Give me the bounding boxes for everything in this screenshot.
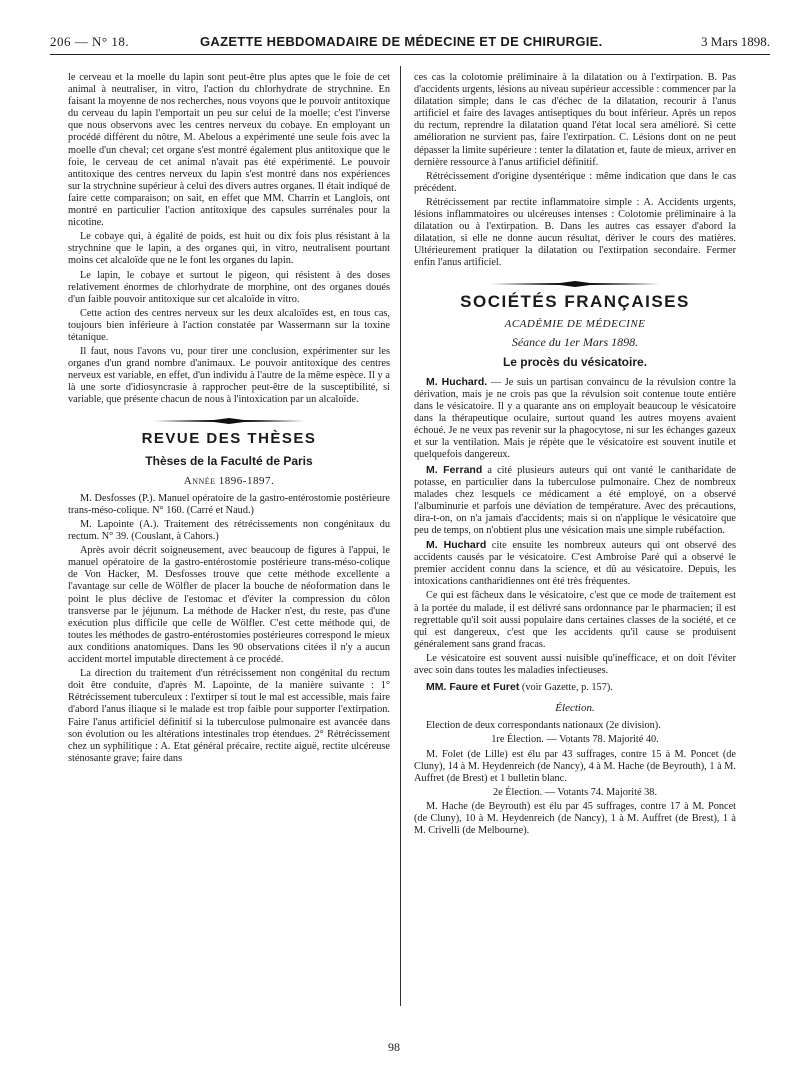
thesis-reference: M. Lapointe (A.). Traitement des rétrécissements non congénitaux du rectum. N° 39. (Couslant, à Cahors.): [68, 519, 390, 543]
speech-text: cite ensuite les nombreux auteurs qui ont observé des accidents causés par le vésicatoire. C'est Ambroise Paré qui a observé le premier accident connu dans la science, et dû au vésicatoire. Depuis, les intoxications cantharidiennes ont été très fréquentes.: [414, 540, 737, 588]
column-divider: [400, 66, 401, 1006]
speaker-name: M. Ferrand: [426, 463, 483, 476]
paragraph: Le cobaye qui, à égalité de poids, est huit ou dix fois plus résistant à la strychnine que le lapin, a des organes qui, in vitro, neutralisent pourtant moins cet alcaloïde que ne le font les organes du lapin.: [68, 231, 390, 267]
paragraph: le cerveau et la moelle du lapin sont peut-être plus aptes que le foie de cet animal à neutraliser, in vitro, l'action du chlorhydrate de strychnine. En faisant la moyenne de nos recherches, nous voyons que le pouvoir antitoxique du cerveau du lapin l'emportait un peu sur celui de la moelle; c'est l'inverse que nous observons avec les centres nerveux du cobaye. En employant un procédé différent du nôtre, M. Abelous a expérimenté une seule fois avec la moelle d'un cheval; cet organe s'est montré également plus antitoxique que le foie, le cerveau de cet animal n'avait pas été expérimenté. Le pouvoir antitoxique des centres nerveux du lapin s'est montré dans nos expériences sur la strychnine supérieur à celui des divers autres organes. Il était indiqué de faire cette comparaison; on sait, en effet que MM. Charrin et Langlois, ont montré en particulier l'action antitoxique des capsules surrénales pour la nicotine.: [68, 72, 390, 229]
ornament-rule: [154, 417, 304, 425]
speech-paragraph: [414, 376, 736, 462]
speech-paragraph: [414, 681, 736, 694]
election-head: 1re Élection. — Votants 78. Majorité 40.: [491, 734, 659, 746]
section-banner-revue: REVUE DES THÈSES: [141, 429, 317, 447]
speaker-name: MM. Faure et Furet: [426, 681, 520, 694]
speech-text: (voir Gazette, p. 157).: [519, 682, 613, 694]
paragraph: Après avoir décrit soigneusement, avec beaucoup de figures à l'appui, le manuel opératoire de la gastro-entérostomie postérieure trans-méso-colique de Von Hacker, M. Desfosses trouve que cette méthode excellente a l'avantage sur celle de Wölfler de placer la bouche de néoformation dans le point le plus déclive de l'estomac et d'éviter la compression du côlon transverse par le jéjunum. La méthode de Hacker n'est, du reste, pas d'une exécution plus difficile que celle de Wölfler. C'est cette méthode qui, de toutes les méthodes de gastro-entérostomies postérieures correspond le mieux aux conditions anatomiques. Dans les 90 observations citées il n'y a aucun accident mortel imputable directement à ce procédé.: [68, 545, 390, 666]
subsection-title: Thèses de la Faculté de Paris: [145, 453, 313, 468]
section-banner-societes: SOCIÉTÉS FRANÇAISES: [460, 291, 690, 311]
election-result: M. Hache (de Beyrouth) est élu par 45 suffrages, contre 17 à M. Poncet (de Cluny), 10 à M. Heydenreich (de Nancy), 1 à M. Auffret (de Brest), 1 à M. Crivelli (de Melbourne).: [414, 800, 736, 837]
election-intro: Election de deux correspondants nationaux (2e division).: [426, 720, 661, 732]
election-head: 2e Élection. — Votants 74. Majorité 38.: [492, 786, 658, 798]
speech-text: a cité plusieurs auteurs qui ont vanté le cantharidate de potasse, en particulier dans la tuberculose pulmonaire. Chez de nombreux malades chez lesquels ce médicament a été employé, on a observé l'albuminurie et parfois une déviation de température. Avec des précautions, dira-t-on, on n'a jamais d'accidents; mais si on n'applique le vésicatoire que peu de temps, on n'obtient plus une vésication mais une simple rubéfaction.: [414, 464, 736, 536]
year-line: Année 1896-1897.: [183, 474, 275, 487]
paragraph: Le lapin, le cobaye et surtout le pigeon, qui résistent à des doses relativement énormes de chlorhydrate de morphine, ont des organes doués d'un faible pouvoir antitoxique sur cet alcaloïde in vitro.: [68, 269, 390, 305]
election-title: Élection.: [555, 702, 595, 715]
paragraph: Rétrécissement d'origine dysentérique : même indication que dans le cas précédent.: [414, 170, 736, 194]
paragraph: La direction du traitement d'un rétrécissement non congénital du rectum doit être conduite, d'après M. Lapointe, de la manière suivante : 1° Rétrécissement tuberculeux : l'extirper si tout le mal est accessible, mais faire d'abord l'anus iliaque si le malade est trop faible pour supporter l'extirpation. Faire l'anus artificiel définitif si la tuberculose pulmonaire est avancée dans son évolution ou les altérations intestinales trop étendues. 2° Rétrécissement chez un syphilitique : A. Etat général précaire, rectite aiguë, rectite ulcéreuse sténosante grave; faire dans: [68, 668, 390, 764]
paragraph: Il faut, nous l'avons vu, pour tirer une conclusion, expérimenter sur les organes d'un grand nombre d'animaux. Le pouvoir antitoxique des centres nerveux est variable, en effet, d'un individu à l'autre de la même espèce. Il y a là une sorte d'idiosyncrasie à rapprocher peut-être de la susceptibilité, si variable, que présente chacun de nous à l'intoxication par un alcaloïde.: [68, 346, 390, 406]
paragraph: Le vésicatoire est souvent aussi nuisible qu'inefficace, et on doit l'éviter avec soin dans toutes les maladies infectieuses.: [414, 652, 736, 677]
speech-text: — Je suis un partisan convaincu de la révulsion contre la dérivation, mais je ne crois pas que la révulsion soit contenue toute entière dans le vésicatoire. Il y a quarante ans on employait beaucoup le vésicatoire dans la thérapeutique oculaire, surtout quand les autres moyens avaient échoué. Je ne veux pas revenir sur la phagocytose, ni sur les échanges gazeux et sur la ventilation. Mais je répète que le vésicatoire est souvent inutile et quelquefois dangereux.: [414, 376, 736, 461]
debate-title: Le procès du vésicatoire.: [502, 354, 648, 369]
left-column: [68, 72, 390, 767]
running-header: [50, 32, 770, 55]
election-result: M. Folet (de Lille) est élu par 43 suffrages, contre 15 à M. Poncet (de Cluny), 14 à M. Heydenreich (de Nancy), 4 à M. Hache (de Beyrouth), 1 à M. Auffret (de Brest) et 1 bulletin blanc.: [414, 748, 736, 784]
thesis-reference: M. Desfosses (P.). Manuel opératoire de la gastro-entérostomie postérieure trans-méso-colique. N° 160. (Carré et Naud.): [68, 492, 390, 516]
paragraph: Cette action des centres nerveux sur les deux alcaloïdes est, en tous cas, toujours bien inférieure à l'action constatée par Wassermann sur la toxine tétanique.: [68, 307, 390, 343]
ornament-rule: [490, 280, 660, 288]
session-date: Séance du 1er Mars 1898.: [511, 334, 639, 349]
speaker-name: M. Huchard: [426, 539, 487, 552]
academy-name: ACADÉMIE DE MÉDECINE: [504, 317, 646, 330]
right-column: [414, 72, 736, 839]
header-page-ref: 206 — N° 18.: [50, 34, 130, 49]
paragraph: Ce qui est fâcheux dans le vésicatoire, c'est que ce mode de traitement est à la portée du malade, il est délivré sans ordonnance par le pharmacien; il est regrettable qu'il soit aussi populaire dans certaines classes de la société, et ce qui est dangereux, c'est que les accidents qu'il cause se produisent généralement sans grand fracas.: [414, 590, 736, 650]
journal-title: GAZETTE HEBDOMADAIRE DE MÉDECINE ET DE CHIRURGIE.: [200, 34, 603, 49]
issue-date: 3 Mars 1898.: [701, 34, 770, 49]
page-number: 98: [388, 1040, 400, 1054]
speaker-name: M. Huchard.: [426, 375, 488, 388]
paragraph: ces cas la colotomie préliminaire à la dilatation ou à l'extirpation. B. Pas d'accidents urgents, lésions au niveau supérieur accessible : commencer par la dilatation simple; dans le cas d'échec de la dilatation, recourir à l'anus artificiel et faire des lavages antiseptiques du bout inférieur. Après un repos du rectum, reprendre la dilatation quand l'état local sera amélioré. Si cette amélioration ne survient pas, faire l'extirpation. C. Lésions dont on ne peut dépasser la limite supérieure : tenter la dilatation et, faute de mieux, arriver en dernière ressource à l'anus artificiel définitif.: [414, 72, 736, 168]
speech-paragraph: [414, 464, 736, 538]
paragraph: Rétrécissement par rectite inflammatoire simple : A. Accidents urgents, lésions inflammatoires ou ulcéreuses intenses : Colotomie préliminaire à la dilatation ou à l'extirpation. B. Dans les autres cas essayer d'abord la dilatation, si elle ne donne aucun résultat, dériver le cours des matières. Ultérieurement pratiquer la dilatation ou l'extirpation secondaire. Fermer enfin l'anus artificiel.: [414, 196, 736, 269]
speech-paragraph: [414, 539, 736, 588]
